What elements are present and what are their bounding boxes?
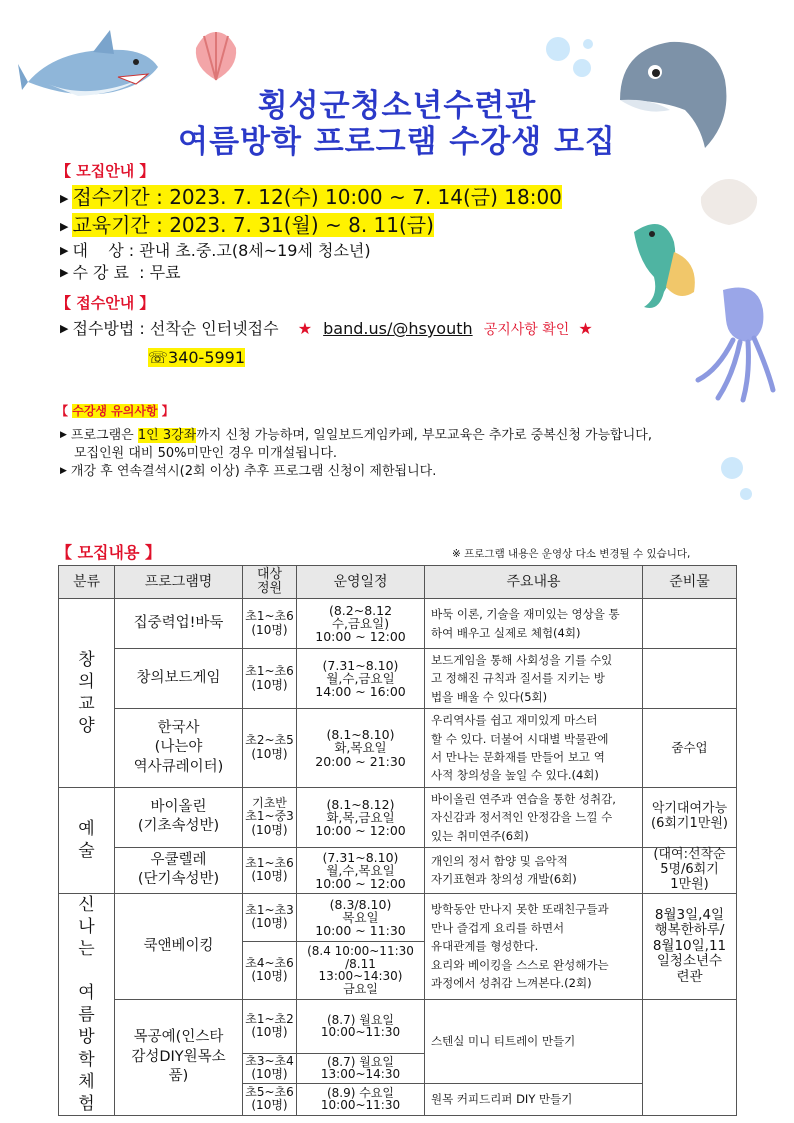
program-name: 바이올린 (기초속성반) xyxy=(115,787,243,847)
table-row xyxy=(59,787,737,847)
caution-line-3 xyxy=(60,460,436,479)
category-cell: 창 의 교 양 xyxy=(59,599,115,788)
fee-text: 수 강 료 : 무료 xyxy=(72,263,181,282)
program-desc: 원목 커피드리퍼 DIY 만들기 xyxy=(425,1083,643,1115)
program-schedule: (8.2~8.12 수,금요일) 10:00 ~ 12:00 xyxy=(297,599,425,649)
apply-period xyxy=(60,181,562,210)
program-name: 창의보드게임 xyxy=(115,649,243,709)
program-supplies: 8월3일,4일 행복한하루/ 8월10일,11 일청소년수 련관 xyxy=(643,893,737,999)
caution-text-3: 개강 후 연속결석시(2회 이상) 추후 프로그램 신청이 제한됩니다. xyxy=(70,464,437,479)
program-schedule: (8.7) 월요일 10:00~11:30 xyxy=(297,999,425,1053)
bullet-icon: ▶ xyxy=(60,466,67,476)
page-subtitle: 여름방학 프로그램 수강생 모집 xyxy=(178,124,616,160)
caution-heading-text: 수강생 유의사항 xyxy=(72,404,158,418)
program-desc: 바둑 이론, 기술을 재미있는 영상을 통 하여 배우고 실제로 체험(4회) xyxy=(425,599,643,649)
table-row xyxy=(59,709,737,788)
program-target: 초3~초4 (10명) xyxy=(243,1053,297,1083)
apply-period-text: 접수기간 : 2023. 7. 12(수) 10:00 ~ 7. 14(금) 18:00 xyxy=(72,185,562,209)
program-schedule: (8.1~8.12) 화,목,금요일 10:00 ~ 12:00 xyxy=(297,787,425,847)
page-title: 횡성군청소년수련관 xyxy=(257,88,537,124)
bullet-icon: ▶ xyxy=(60,430,67,440)
apply-method-text: 접수방법 : 선착순 인터넷접수 xyxy=(72,319,279,338)
program-target: 초1~초3 (10명) xyxy=(243,893,297,941)
content-heading: 【 모집내용 】 xyxy=(56,543,161,562)
program-schedule: (8.7) 월요일 13:00~14:30 xyxy=(297,1053,425,1083)
program-schedule: (8.9) 수요일 10:00~11:30 xyxy=(297,1083,425,1115)
program-target: 기초반 초1~중3 (10명) xyxy=(243,787,297,847)
caution-text-1a: 프로그램은 xyxy=(70,428,138,443)
edu-period xyxy=(60,209,434,238)
bullet-icon: ▶ xyxy=(60,192,69,205)
program-desc: 개인의 정서 함양 및 음악적 자기표현과 창의성 개발(6회) xyxy=(425,847,643,893)
program-supplies: (대여:선착순 5명/6회기 1만원) xyxy=(643,847,737,893)
program-target: 초1~초6 (10명) xyxy=(243,847,297,893)
col-header-program: 프로그램명 xyxy=(115,566,243,599)
notice-text: 공지사항 확인 xyxy=(483,322,570,338)
col-header-supplies: 준비물 xyxy=(643,566,737,599)
program-name: 우쿨렐레 (단기속성반) xyxy=(115,847,243,893)
clam-illustration xyxy=(695,175,763,230)
category-cell: 예 술 xyxy=(59,787,115,893)
col-header-content: 주요내용 xyxy=(425,566,643,599)
table-row xyxy=(59,999,737,1053)
apply-heading: 【 접수안내 】 xyxy=(56,294,155,312)
caution-heading xyxy=(56,402,174,419)
phone-number: ☏340-5991 xyxy=(148,348,246,367)
program-desc: 스텐실 미니 티트레이 만들기 xyxy=(425,999,643,1083)
caution-highlight: 1인 3강좌 xyxy=(137,428,197,443)
bullet-icon: ▶ xyxy=(60,220,69,233)
program-target: 초1~초2 (10명) xyxy=(243,999,297,1053)
table-header-row xyxy=(59,566,737,599)
program-supplies xyxy=(643,999,737,1115)
program-target: 초4~초6 (10명) xyxy=(243,941,297,999)
program-name: 한국사 (나는야 역사큐레이터) xyxy=(115,709,243,788)
caution-text-1b: 까지 신청 가능하며, 일일보드게임카페, 부모교육은 추가로 중복신청 가능합니다, xyxy=(196,428,652,443)
edu-period-text: 교육기간 : 2023. 7. 31(월) ~ 8. 11(금) xyxy=(72,213,434,237)
band-link[interactable]: band.us/@hsyouth xyxy=(323,319,473,338)
program-target: 초2~초5 (10명) xyxy=(243,709,297,788)
program-target: 초5~초6 (10명) xyxy=(243,1083,297,1115)
program-schedule: (8.3/8.10) 목요일 10:00 ~ 11:30 xyxy=(297,893,425,941)
program-schedule: (7.31~8.10) 월,수,금요일 14:00 ~ 16:00 xyxy=(297,649,425,709)
program-name: 집중력업!바둑 xyxy=(115,599,243,649)
table-row xyxy=(59,649,737,709)
program-name: 목공예(인스타 감성DIY원목소 품) xyxy=(115,999,243,1115)
col-header-schedule: 운영일정 xyxy=(297,566,425,599)
program-supplies xyxy=(643,649,737,709)
content-note: ※ 프로그램 내용은 운영상 다소 변경될 수 있습니다, xyxy=(452,548,691,560)
target-line xyxy=(60,238,371,261)
program-schedule: (7.31~8.10) 월,수,목요일 10:00 ~ 12:00 xyxy=(297,847,425,893)
bullet-icon: ▶ xyxy=(60,266,69,279)
caution-line-2: 모집인원 대비 50%미만인 경우 미개설됩니다. xyxy=(74,446,338,461)
bullet-icon: ▶ xyxy=(60,244,69,257)
program-schedule: (8.4 10:00~11:30 /8.11 13:00~14:30) 금요일 xyxy=(297,941,425,999)
caution-line-1 xyxy=(60,424,652,443)
apply-method xyxy=(60,316,593,339)
bubbles-illustration-2 xyxy=(716,448,756,503)
program-schedule: (8.1~8.10) 화,목요일 20:00 ~ 21:30 xyxy=(297,709,425,788)
recruit-heading: 【 모집안내 】 xyxy=(56,162,155,180)
table-row xyxy=(59,893,737,941)
program-name: 쿡앤베이킹 xyxy=(115,893,243,999)
seashell-illustration xyxy=(190,28,242,83)
bracket-open: 【 xyxy=(56,404,69,418)
program-desc: 방학동안 만나지 못한 또래친구들과 만나 즐겁게 요리를 하면서 유대관계를 형성한다. 요리와 베이킹을 스스로 완성해가는 과정에서 성취감 느껴본다.(2회) xyxy=(425,893,643,999)
bubbles-illustration xyxy=(538,34,598,84)
bracket-close: 】 xyxy=(161,404,174,418)
fee-line xyxy=(60,260,181,283)
squid-illustration xyxy=(688,280,783,405)
program-target: 초1~초6 (10명) xyxy=(243,599,297,649)
bullet-icon: ▶ xyxy=(60,322,69,335)
program-desc: 바이올린 연주과 연습을 통한 성취감, 자신감과 정서적인 안정감을 느낄 수 있는 취미연주(6회) xyxy=(425,787,643,847)
table-row xyxy=(59,599,737,649)
col-header-target: 대상 정원 xyxy=(243,566,297,599)
program-desc: 우리역사를 쉽고 재미있게 마스터 할 수 있다. 더불어 시대별 박물관에 서 만나는 문화재를 만들어 보고 역 사적 창의성을 높일 수 있다.(4회) xyxy=(425,709,643,788)
program-desc: 보드게임을 통해 사회성을 기를 수있 고 정해진 규칙과 질서를 지키는 방 법을 배울 수 있다(5회) xyxy=(425,649,643,709)
target-text: 대 상 : 관내 초.중.고(8세~19세 청소년) xyxy=(72,241,371,260)
program-supplies xyxy=(643,599,737,649)
star-icon: ★ xyxy=(297,319,313,338)
table-row xyxy=(59,847,737,893)
program-target: 초1~초6 (10명) xyxy=(243,649,297,709)
program-table xyxy=(58,565,737,1116)
program-supplies: 줌수업 xyxy=(643,709,737,788)
program-supplies: 악기대여가능 (6회기1만원) xyxy=(643,787,737,847)
col-header-category: 분류 xyxy=(59,566,115,599)
star-icon-2: ★ xyxy=(578,319,593,338)
category-cell: 신 나 는 여 름 방 학 체 험 xyxy=(59,893,115,1115)
